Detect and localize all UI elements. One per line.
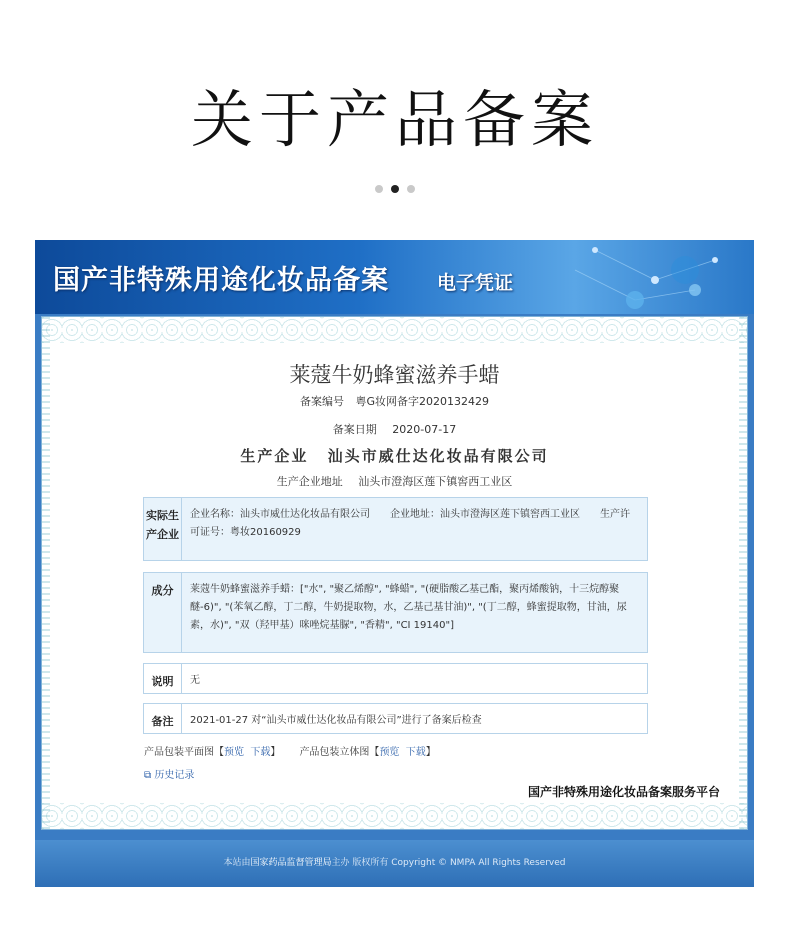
history-row [144, 766, 194, 781]
note-label: 说明 [144, 664, 182, 693]
package-flat-download-link[interactable]: 下载 [250, 747, 271, 758]
record-number-line [42, 393, 747, 409]
carousel-dot-active[interactable] [391, 185, 399, 193]
ingredients-list: 莱蔻牛奶蜂蜜滋养手蜡：["水", "聚乙烯醇", "蜂蜡", "(硬脂酸乙基己酯，聚丙烯酸钠，十三烷醇聚醚-6)", "(苯氧乙醇，丁二醇，牛奶提取物，水，乙基己基甘油)", "(丁二醇，蜂蜜提取物，甘油，尿素，水)", "双（羟甲基）咪唑烷基脲", "香精", "CI 19140"] [190, 584, 627, 631]
remark-label: 备注 [144, 704, 182, 733]
site-footer [35, 840, 754, 887]
carousel-dot[interactable] [407, 185, 415, 193]
package-3d-download-link[interactable]: 下载 [405, 747, 426, 758]
bracket-close: 】 [270, 747, 281, 758]
ingredients-label: 成分 [144, 573, 182, 652]
page-title: 关于产品备案 [190, 83, 599, 156]
carousel-indicator [0, 178, 790, 197]
certificate-body [41, 316, 748, 830]
package-3d-label: 产品包装立体图【 [299, 747, 380, 758]
remark-text: 2021-01-27 对“汕头市威仕达化妆品有限公司”进行了备案后检查 [190, 715, 482, 726]
enterprise-box [143, 497, 648, 561]
record-date-label: 备案日期 [332, 423, 377, 436]
remark-box [143, 703, 648, 734]
history-icon: ⧉ [144, 770, 152, 781]
footer-org: 国家药品监督管理局 [250, 858, 332, 868]
address-label: 生产企业地址 [276, 475, 343, 488]
enterprise-label: 实际生产企业 [144, 498, 182, 560]
history-link[interactable]: 历史记录 [154, 770, 195, 781]
banner-subtitle: 电子凭证 [437, 272, 514, 294]
package-links [144, 743, 436, 758]
carousel-dot[interactable] [375, 185, 383, 193]
package-flat-label: 产品包装平面图【 [144, 747, 224, 758]
address: 汕头市澄海区莲下镇窖西工业区 [358, 475, 513, 488]
package-flat-preview-link[interactable]: 预览 [224, 747, 244, 758]
platform-name: 国产非特殊用途化妆品备案服务平台 [528, 785, 721, 799]
record-number: 粤G妆网备字2020132429 [355, 395, 489, 408]
record-date: 2020-07-17 [392, 423, 457, 436]
footer-copyright: 主办 版权所有 Copyright © NMPA All Rights Reserved [331, 858, 566, 868]
ingredients-box [143, 572, 648, 653]
certificate-banner [35, 240, 754, 314]
manufacturer-label: 生产企业 [240, 447, 309, 465]
enterprise-info: 企业名称：汕头市威仕达化妆品有限公司 企业地址：汕头市澄海区莲下镇窖西工业区 生产许可证号：粤妆20160929 [190, 509, 630, 538]
certificate-frame [35, 240, 754, 887]
guilloche-border-top [42, 317, 747, 343]
package-3d-preview-link[interactable]: 预览 [379, 747, 400, 758]
record-date-line [42, 421, 747, 437]
bracket-close: 】 [425, 747, 436, 758]
manufacturer-name: 汕头市威仕达化妆品有限公司 [327, 447, 549, 465]
manufacturer-line [42, 445, 747, 466]
note-box [143, 663, 648, 694]
footer-prefix: 本站由 [223, 858, 251, 868]
record-number-label: 备案编号 [299, 395, 344, 408]
note-text: 无 [190, 675, 200, 686]
product-name: 莱蔻牛奶蜂蜜滋养手蜡 [289, 363, 500, 387]
guilloche-border-bottom [42, 803, 747, 829]
banner-title: 国产非特殊用途化妆品备案 [53, 265, 389, 296]
address-line [42, 473, 747, 489]
